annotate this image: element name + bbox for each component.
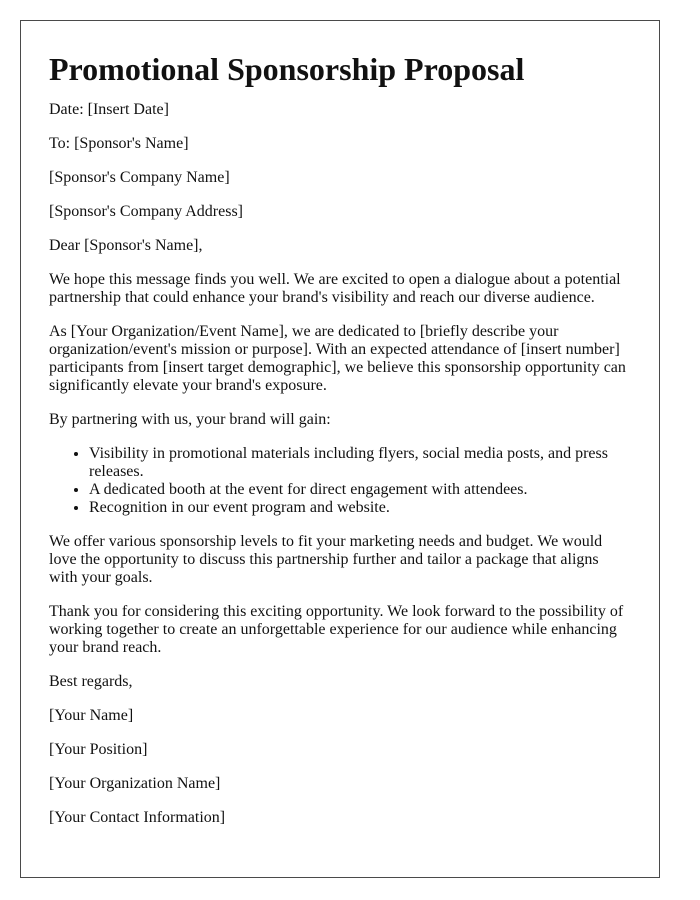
signature-organization: [Your Organization Name]	[49, 775, 221, 792]
recipient-name-line: To: [Sponsor's Name]	[49, 135, 189, 152]
benefits-list	[49, 445, 631, 517]
list-item: • A dedicated booth at the event for direct engagement with attendees.	[89, 481, 631, 499]
list-item: • Recognition in our event program and website.	[89, 499, 631, 517]
benefits-intro-paragraph: By partnering with us, your brand will gain:	[49, 411, 331, 428]
list-item: • Visibility in promotional materials including flyers, social media posts, and press releases.	[89, 445, 631, 481]
signature-name: [Your Name]	[49, 707, 134, 724]
thank-you-paragraph: Thank you for considering this exciting opportunity. We look forward to the possibility of working together to create an unforgettable experience for our audience while enhancing your brand reach.	[49, 603, 624, 656]
recipient-address-line: [Sponsor's Company Address]	[49, 203, 243, 220]
signature-contact: [Your Contact Information]	[49, 809, 226, 826]
document-title: Promotional Sponsorship Proposal	[49, 51, 525, 87]
letter-page	[20, 20, 660, 878]
salutation: Dear [Sponsor's Name],	[49, 237, 203, 254]
organization-paragraph: As [Your Organization/Event Name], we are dedicated to [briefly describe your organization/event's mission or purpose]. With an expected attendance of [insert number] participants from [insert target demographic], we believe this sponsorship opportunity can significantly elevate your brand's exposure.	[49, 323, 626, 394]
intro-paragraph: We hope this message finds you well. We are excited to open a dialogue about a potential partnership that could enhance your brand's visibility and reach our diverse audience.	[49, 271, 621, 306]
date-line: Date: [Insert Date]	[49, 101, 169, 118]
signoff: Best regards,	[49, 673, 133, 690]
sponsorship-levels-paragraph: We offer various sponsorship levels to fit your marketing needs and budget. We would love the opportunity to discuss this partnership further and tailor a package that aligns with your goals.	[49, 533, 603, 586]
signature-position: [Your Position]	[49, 741, 148, 758]
recipient-company-line: [Sponsor's Company Name]	[49, 169, 230, 186]
